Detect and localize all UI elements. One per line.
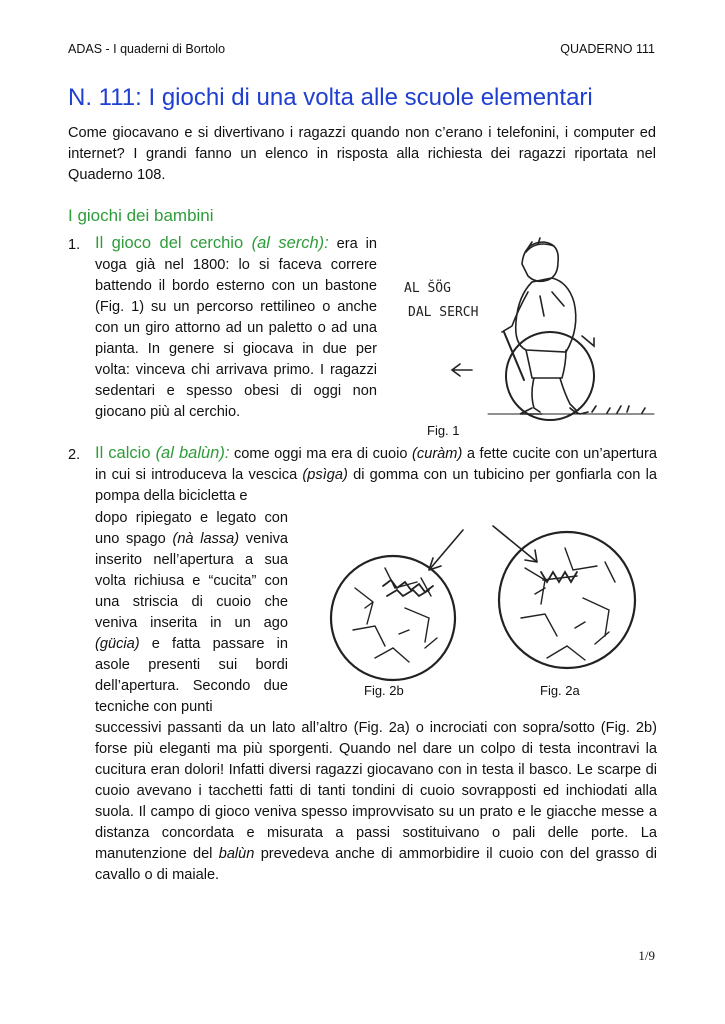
intro-paragraph: Come giocavano e si divertivano i ragazzi quando non c’erano i telefonini, i computer ed internet? I grandi fanno un elenco in risposta alla richiesta dei ragazzi riportata nel Quaderno 108. [68,125,656,183]
item2-rest-a: successivi passanti da un lato all’altro (Fig. 2a) o incrociati con sopra/sotto (Fig. 2b) forse più eleganti ma più sporgenti. Quando nel dare un colpo di testa incontravi la cucitura eran dolori! Infatti diversi ragazzi giocavano con in testa il basco. Le scarpe di cuoio avevano i tacchetti fatti di tanti tondini di cuoio sovrapposti ed inchiodati alla suola. Il campo di gioco veniva spesso improvvisato su un prato e le giacche messe a distanza concordata e misurata a passi sostituivano o pali delle porte. La manutenzione del [95,720,657,862]
item1-paragraph [95,233,377,423]
section-title: I giochi dei bambini [68,206,214,225]
item2-heading-dialect: (al balùn): [155,444,230,462]
item2-paragraph-side [95,508,288,718]
item2-text-b: a fette cucite con un’apertura in cui si introduceva la vescica [95,446,657,483]
item2-heading: Il calcio [95,444,156,462]
item2-number: 2. [68,447,81,463]
item1-heading-dialect: (al serch): [251,234,329,252]
fig1-handwriting-2: DAL SERCH [408,305,479,320]
term-balun: balùn [218,846,255,862]
item1-heading: Il gioco del cerchio [95,234,252,252]
fig2-drawing [325,518,655,683]
fig1-handwriting-1: AL ŠÖG [404,281,451,296]
term-psiga: (psìga) [302,467,348,483]
term-curam: (curàm) [412,446,463,462]
item2-rest-b: prevedeva anche di ammorbidire il cuoio con del grasso di cavallo o di maiale. [95,846,658,883]
term-gucia: (gücia) [95,636,140,652]
item2-paragraph-bottom [95,718,657,886]
item1-text: era in voga già nel 1800: lo si faceva correre battendo il bordo esterno con un bastone (Fig. 1) su un percorso rettilineo o anche con un giro attorno ad un paletto o ad una pianta. In genere si giocava in due per volta: vinceva chi arrivava primo. I ragazzi sedentari e spesso obesi di oggi non giocano più al cerchio. [95,236,377,420]
fig2a-caption: Fig. 2a [540,683,580,698]
item2-side-a: dopo ripiegato e legato con uno spago [95,510,288,547]
fig2b-caption: Fig. 2b [364,683,404,698]
item2-text-c: di gomma con un tubicino per gonfiarla con la pompa della bicicletta e [95,467,657,504]
item2-side-b: veniva inserito nell’apertura a sua volta richiusa e “cucita” con una striscia di cuoio che veniva inserita in un ago [95,531,288,631]
item1-number: 1. [68,237,81,253]
page-number: 1/9 [638,948,655,963]
item2-paragraph-top [95,443,657,507]
header-right: QUADERNO 111 [560,42,655,56]
term-nalassa: (nà lassa) [172,531,240,547]
item2-side-c: e fatta passare in asole presenti sui bordi dell’apertura. Secondo due tecniche con punti [95,636,288,715]
page-title: N. 111: I giochi di una volta alle scuole elementari [68,84,593,111]
item2-text-a: come oggi ma era di cuoio [229,446,413,462]
fig1-caption: Fig. 1 [427,423,460,438]
header-left: ADAS - I quaderni di Bortolo [68,42,226,56]
fig1-drawing [392,232,662,424]
